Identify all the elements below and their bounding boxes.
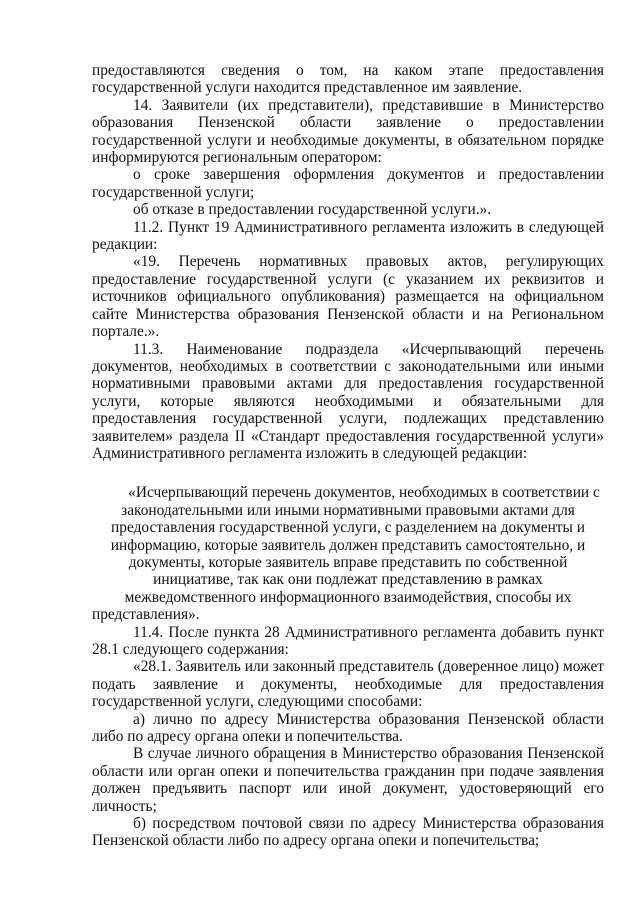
paragraph-11-2: 11.2. Пункт 19 Административного регламента изложить в следующей редакции: bbox=[92, 218, 604, 254]
paragraph-item-14: 14. Заявители (их представители), представившие в Министерство образования Пензенской области заявление о предоставлении государственной услуги и необходимые документы, в обязательном порядке информируются региональным оператором: bbox=[92, 96, 604, 167]
paragraph-item-19: «19. Перечень нормативных правовых актов, регулирующих предоставление государственной услуги (с указанием их реквизитов и источников официального опубликования) размещается на официальном сайте Министерства образования Пензенской области и на Региональном портале.». bbox=[92, 253, 604, 341]
paragraph-item-b: б) посредством почтовой связи по адресу Министерства образования Пензенской области либо по адресу органа опеки и попечительства; bbox=[92, 815, 604, 850]
paragraph-continuation: предоставляются сведения о том, на каком этапе предоставления государственной услуги находится представленное им заявление. bbox=[92, 62, 604, 97]
paragraph-personal-visit: В случае личного обращения в Министерство образования Пензенской области или орган опеки и попечительства гражданин при подаче заявления должен предъявить паспорт или иной документ, удостоверяющий его личность; bbox=[92, 745, 604, 815]
subsection-title: «Исчерпывающий перечень документов, необходимых в соответствии с законодательными или иными нормативными правовыми актами для предоставления государственной услуги, с разделением на документы и информацию, которые заявитель должен представить самостоятельно, и документы, которые заявитель вправе представить по собственной инициативе, так как они подлежат представлению в рамках межведомственного информационного взаимодействия, способы их представления». bbox=[92, 484, 600, 624]
paragraph-refusal-info: об отказе в предоставлении государственной услуги.». bbox=[133, 201, 492, 219]
paragraph-11-4: 11.4. После пункта 28 Административного регламента добавить пункт 28.1 следующего содержания: bbox=[92, 623, 604, 658]
paragraph-item-a: а) лично по адресу Министерства образования Пензенской области либо по адресу органа опеки и попечительства. bbox=[92, 710, 604, 746]
paragraph-item-28-1: «28.1. Заявитель или законный представитель (доверенное лицо) может подать заявление и документы, необходимые для предоставления государственной услуги, следующими способами: bbox=[92, 658, 604, 711]
paragraph-11-3: 11.3. Наименование подраздела «Исчерпывающий перечень документов, необходимых в соответствии с законодательными или иными нормативными правовыми актами для предоставления государственной услуги, которые являются необходимыми и обязательными для предоставления государственной услуги, подлежащих представлению заявителем» раздела II «Стандарт предоставления государственной услуги» Административного регламента изложить в следующей редакции: bbox=[92, 340, 604, 462]
document-body bbox=[92, 62, 604, 850]
paragraph-deadline-info: о сроке завершения оформления документов и предоставлении государственной услуги; bbox=[92, 166, 604, 201]
